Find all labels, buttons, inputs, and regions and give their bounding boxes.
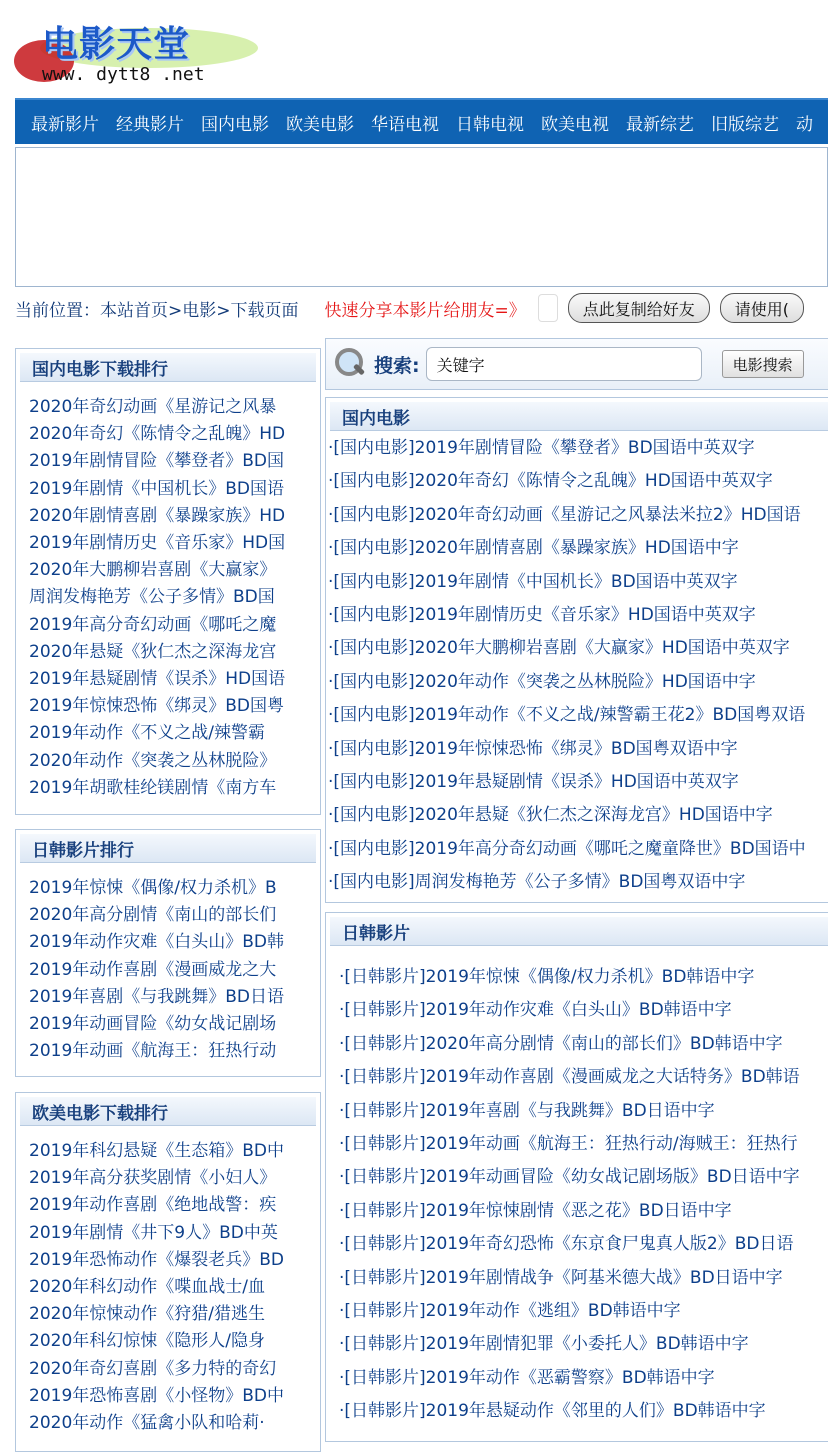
movie-link[interactable]: ·[国内电影]2019年动作《不义之战/辣警霸王花2》BD国粤双语: [328, 705, 806, 726]
japan-korea-movies-title: 日韩影片: [330, 917, 828, 946]
ranking-item[interactable]: 2019年高分获奖剧情《小妇人》: [29, 1168, 277, 1189]
western-ranking-title: 欧美电影下载排行: [20, 1097, 316, 1126]
movie-link[interactable]: ·[日韩影片]2019年动作灾难《白头山》BD韩语中字: [339, 1000, 732, 1021]
nav-item[interactable]: 经典影片: [116, 114, 184, 135]
ranking-item[interactable]: 2019年动作灾难《白头山》BD韩: [29, 932, 285, 953]
ranking-item[interactable]: 2019年喜剧《与我跳舞》BD日语: [29, 986, 285, 1007]
nav-item[interactable]: 欧美电视: [541, 114, 609, 135]
movie-link[interactable]: ·[日韩影片]2019年惊悚剧情《恶之花》BD日语中字: [339, 1200, 732, 1221]
movie-link[interactable]: ·[国内电影]2020年奇幻《陈情令之乱魄》HD国语中英双字: [328, 471, 773, 492]
movie-link[interactable]: ·[日韩影片]2019年悬疑动作《邻里的人们》BD韩语中字: [339, 1401, 766, 1422]
ranking-item[interactable]: 2020年奇幻《陈情令之乱魄》HD: [29, 424, 286, 445]
movie-link[interactable]: ·[日韩影片]2019年剧情犯罪《小委托人》BD韩语中字: [339, 1334, 749, 1355]
movie-link[interactable]: ·[国内电影]2019年高分奇幻动画《哪吒之魔童降世》BD国语中: [328, 838, 806, 859]
nav-item[interactable]: 日韩电视: [456, 114, 524, 135]
movie-link[interactable]: ·[国内电影]2020年剧情喜剧《暴躁家族》HD国语中字: [328, 538, 739, 559]
ranking-item[interactable]: 2019年动作喜剧《绝地战警：疾: [29, 1195, 277, 1216]
ranking-item[interactable]: 2020年动作《突袭之丛林脱险》: [29, 750, 277, 771]
domestic-movies-box: [325, 397, 828, 903]
main-nav: [15, 98, 828, 144]
ranking-item[interactable]: 2020年高分剧情《南山的部长们: [29, 905, 277, 926]
search-icon: [332, 346, 368, 382]
nav-item[interactable]: 动: [796, 114, 813, 135]
movie-link[interactable]: ·[日韩影片]2020年高分剧情《南山的部长们》BD韩语中字: [339, 1033, 783, 1054]
breadcrumb-prefix: 当前位置：: [15, 300, 100, 321]
movie-link[interactable]: ·[国内电影]2019年悬疑剧情《误杀》HD国语中英双字: [328, 772, 739, 793]
logo-title: 电影天堂: [42, 24, 191, 65]
ranking-item[interactable]: 2020年大鹏柳岩喜剧《大赢家》: [29, 560, 277, 581]
movie-link[interactable]: ·[日韩影片]2019年动画冒险《幼女战记剧场版》BD日语中字: [339, 1167, 800, 1188]
ranking-item[interactable]: 2020年科幻惊悚《隐形人/隐身: [29, 1331, 265, 1352]
movie-link[interactable]: ·[日韩影片]2019年动作喜剧《漫画威龙之大话特务》BD韩语: [339, 1067, 800, 1088]
ad-placeholder: [15, 147, 828, 287]
share-text: 快速分享本影片给朋友=》: [324, 300, 526, 321]
ranking-item[interactable]: 2019年动画《航海王：狂热行动: [29, 1041, 277, 1062]
ranking-item[interactable]: 2019年惊悚《偶像/权力杀机》B: [29, 878, 277, 898]
ranking-item[interactable]: 2019年惊悚恐怖《绑灵》BD国粤: [29, 696, 285, 717]
movie-link[interactable]: ·[国内电影]2020年奇幻动画《星游记之风暴法米拉2》HD国语: [328, 504, 801, 525]
ranking-item[interactable]: 2019年动作喜剧《漫画威龙之大: [29, 959, 277, 980]
copy-to-friend-button[interactable]: 点此复制给好友: [568, 293, 710, 323]
western-ranking-box: [15, 1092, 321, 1452]
movie-link[interactable]: ·[日韩影片]2019年动画《航海王：狂热行动/海贼王：狂热行: [339, 1134, 798, 1155]
movie-link[interactable]: ·[国内电影]2019年剧情《中国机长》BD国语中英双字: [328, 571, 738, 592]
search-label: 搜索:: [374, 354, 420, 377]
nav-item[interactable]: 欧美电影: [286, 114, 354, 135]
nav-item[interactable]: 华语电视: [371, 114, 439, 135]
ranking-item[interactable]: 2020年动作《猛禽小队和哈莉·: [29, 1413, 265, 1434]
breadcrumb[interactable]: 本站首页>电影>下载页面: [100, 300, 299, 321]
ranking-item[interactable]: 2019年动作《不义之战/辣警霸: [29, 723, 265, 744]
share-url-field[interactable]: [538, 294, 558, 322]
breadcrumb-row: [15, 293, 828, 323]
use-other-button[interactable]: 请使用(: [720, 293, 804, 323]
ranking-item[interactable]: 2019年动画冒险《幼女战记剧场: [29, 1014, 277, 1035]
movie-link[interactable]: ·[日韩影片]2019年剧情战争《阿基米德大战》BD日语中字: [339, 1267, 783, 1288]
ranking-item[interactable]: 2019年剧情《中国机长》BD国语: [29, 478, 285, 499]
movie-link[interactable]: ·[国内电影]2019年剧情历史《音乐家》HD国语中英双字: [328, 605, 756, 626]
nav-item[interactable]: 旧版综艺: [711, 114, 779, 135]
search-input[interactable]: [426, 347, 702, 381]
ranking-item[interactable]: 2019年剧情历史《音乐家》HD国: [29, 533, 286, 554]
japan-korea-ranking-box: [15, 829, 321, 1077]
nav-item[interactable]: 最新综艺: [626, 114, 694, 135]
movie-link[interactable]: ·[国内电影]2020年大鹏柳岩喜剧《大赢家》HD国语中英双字: [328, 638, 790, 659]
movie-link[interactable]: ·[日韩影片]2019年喜剧《与我跳舞》BD日语中字: [339, 1100, 715, 1121]
ranking-item[interactable]: 2020年剧情喜剧《暴躁家族》HD: [29, 505, 286, 526]
movie-link[interactable]: ·[日韩影片]2019年惊悚《偶像/权力杀机》BD韩语中字: [339, 967, 755, 987]
movie-link[interactable]: ·[国内电影]2020年动作《突袭之丛林脱险》HD国语中字: [328, 671, 756, 692]
japan-korea-movies-box: [325, 912, 828, 1442]
site-logo[interactable]: [12, 10, 262, 92]
movie-link[interactable]: ·[日韩影片]2019年动作《恶霸警察》BD韩语中字: [339, 1367, 715, 1388]
ranking-item[interactable]: 2019年高分奇幻动画《哪吒之魔: [29, 614, 277, 635]
ranking-item[interactable]: 2020年奇幻喜剧《多力特的奇幻: [29, 1358, 277, 1379]
ranking-item[interactable]: 2019年悬疑剧情《误杀》HD国语: [29, 669, 286, 690]
ranking-item[interactable]: 2020年科幻动作《喋血战士/血: [29, 1277, 265, 1298]
ranking-item[interactable]: 2019年恐怖动作《爆裂老兵》BD: [29, 1249, 285, 1270]
movie-search-button[interactable]: 电影搜索: [722, 350, 804, 378]
nav-item[interactable]: 最新影片: [31, 114, 99, 135]
domestic-ranking-title: 国内电影下载排行: [20, 353, 316, 382]
ranking-item[interactable]: 2020年惊悚动作《狩猎/猎逃生: [29, 1304, 265, 1325]
movie-link[interactable]: ·[日韩影片]2019年动作《逃组》BD韩语中字: [339, 1301, 681, 1322]
movie-link[interactable]: ·[国内电影]2020年悬疑《狄仁杰之深海龙宫》HD国语中字: [328, 805, 773, 826]
ranking-item[interactable]: 2019年恐怖喜剧《小怪物》BD中: [29, 1385, 285, 1406]
movie-link[interactable]: ·[国内电影]2019年惊悚恐怖《绑灵》BD国粤双语中字: [328, 738, 738, 759]
ranking-item[interactable]: 2019年科幻悬疑《生态箱》BD中: [29, 1141, 285, 1161]
ranking-item[interactable]: 周润发梅艳芳《公子多情》BD国: [29, 587, 275, 608]
ranking-item[interactable]: 2020年悬疑《狄仁杰之深海龙宫: [29, 641, 277, 662]
ranking-item[interactable]: 2019年剧情《井下9人》BD中英: [29, 1222, 278, 1243]
domestic-movies-title: 国内电影: [330, 402, 828, 431]
movie-link[interactable]: ·[国内电影]2019年剧情冒险《攀登者》BD国语中英双字: [328, 438, 755, 458]
ranking-item[interactable]: 2019年剧情冒险《攀登者》BD国: [29, 451, 285, 472]
japan-korea-ranking-title: 日韩影片排行: [20, 834, 316, 863]
search-bar: [325, 338, 828, 390]
movie-link[interactable]: ·[国内电影]周润发梅艳芳《公子多情》BD国粤双语中字: [328, 872, 746, 893]
movie-link[interactable]: ·[日韩影片]2019年奇幻恐怖《东京食尸鬼真人版2》BD日语: [339, 1234, 794, 1255]
logo-url: www. dytt8 .net: [42, 64, 205, 85]
nav-item[interactable]: 国内电影: [201, 114, 269, 135]
domestic-ranking-box: [15, 348, 321, 815]
ranking-item[interactable]: 2019年胡歌桂纶镁剧情《南方车: [29, 777, 277, 798]
ranking-item[interactable]: 2020年奇幻动画《星游记之风暴: [29, 397, 277, 417]
